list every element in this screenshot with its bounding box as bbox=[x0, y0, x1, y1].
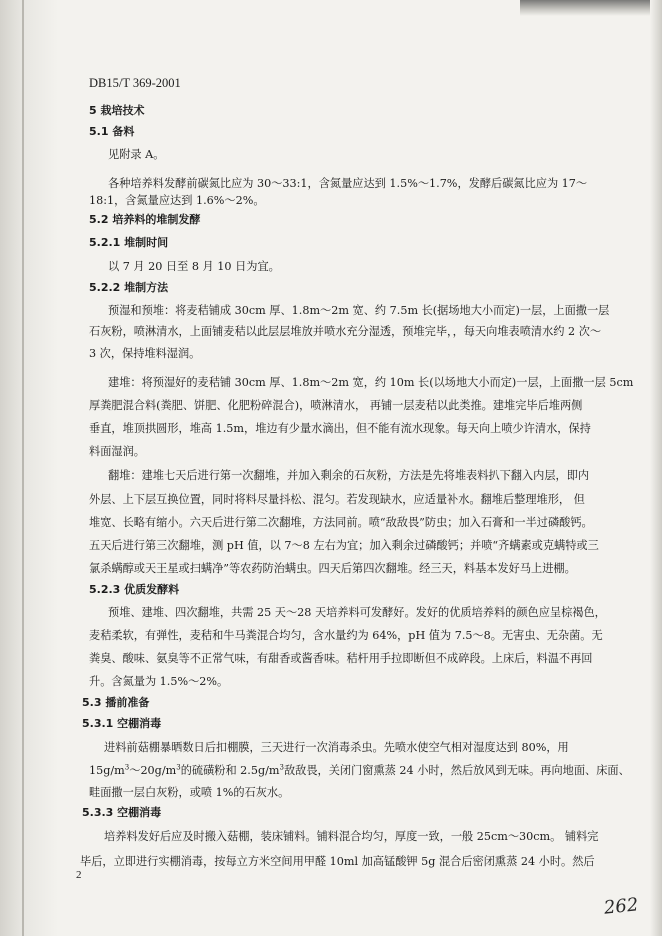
paragraph-line: 以 7 月 20 日至 8 月 10 日为宜。 bbox=[108, 260, 280, 273]
paragraph-line: 18:1，含氮量应达到 1.6%～2%。 bbox=[89, 194, 265, 207]
paragraph-line: 预湿和预堆：将麦秸铺成 30cm 厚、1.8m～2m 宽、约 7.5m 长(据场地大小而定)一层，上面撒一层 bbox=[108, 304, 610, 317]
section-5-3-1-heading: 5.3.1 空棚消毒 bbox=[82, 717, 162, 730]
text-run: 敌敌畏，关闭门窗熏蒸 24 小时，然后放风到无味。再向地面、床面、 bbox=[283, 764, 630, 777]
paragraph-line: 见附录 A。 bbox=[108, 148, 165, 161]
section-5-2-heading: 5.2 培养料的堆制发酵 bbox=[89, 213, 201, 226]
text-run: 15g/m bbox=[89, 764, 125, 777]
paragraph-line: 3 次，保持堆料湿润。 bbox=[89, 347, 201, 360]
paragraph-line: 进料前菇棚暴晒数日后扣棚膜，三天进行一次消毒杀虫。先喷水使空气相对湿度达到 80%，用 bbox=[104, 741, 569, 754]
paragraph-line: 堆宽、长略有缩小。六天后进行第二次翻堆，方法同前。喷“敌敌畏”防虫；加入石膏和一半过磷酸钙。 bbox=[89, 516, 593, 529]
section-5-2-2-heading: 5.2.2 堆制方法 bbox=[89, 281, 169, 294]
paragraph-line: 翻堆：建堆七天后进行第一次翻堆，并加入剩余的石灰粉，方法是先将堆表料扒下翻入内层，即内 bbox=[108, 469, 590, 482]
handwritten-page-number: 262 bbox=[602, 894, 640, 919]
paragraph-line: 预堆、建堆、四次翻堆，共需 25 天～28 天培养料可发酵好。发好的优质培养料的颜色应呈棕褐色， bbox=[108, 606, 606, 619]
paragraph-line: 垂直，堆顶拱圆形，堆高 1.5m，堆边有少量水滴出，但不能有流水现象。每天向上喷少许清水，保持 bbox=[89, 422, 591, 435]
text-run: ～20g/m bbox=[129, 764, 177, 777]
paragraph-line: 厚粪肥混合料(粪肥、饼肥、化肥粉碎混合)，喷淋清水， 再铺一层麦秸以此类推。建堆完毕后堆两侧 bbox=[89, 399, 583, 412]
paragraph-line: 麦秸柔软，有弹性，麦秸和牛马粪混合均匀，含水量约为 64%，pH 值为 7.5～8。无害虫、无杂菌。无 bbox=[89, 629, 603, 642]
paragraph-line bbox=[89, 764, 630, 778]
paragraph-line: 五天后进行第三次翻堆，测 pH 值，以 7～8 左右为宜；加入剩余过磷酸钙；并喷“齐螨素或克螨特或三 bbox=[89, 539, 599, 552]
section-5-1-heading: 5.1 备料 bbox=[89, 125, 135, 138]
section-5-2-1-heading: 5.2.1 堆制时间 bbox=[89, 236, 169, 249]
paragraph-line: 升。含氮量为 1.5%～2%。 bbox=[89, 675, 229, 688]
paragraph-line: 各种培养料发酵前碳氮比应为 30～33:1，含氮量应达到 1.5%～1.7%，发酵后碳氮比应为 17～ bbox=[108, 177, 588, 190]
document-id: DB15/T 369-2001 bbox=[89, 76, 181, 90]
paragraph-line: 建堆：将预湿好的麦秸铺 30cm 厚、1.8m～2m 宽，约 10m 长(以场地大小而定)一层，上面撒一层 5cm bbox=[108, 376, 634, 389]
paragraph-line: 畦面撒一层白灰粉，或喷 1%的石灰水。 bbox=[89, 786, 290, 799]
superscript: 3 bbox=[279, 763, 284, 772]
paragraph-line: 毕后，立即进行实棚消毒，按每立方米空间用甲醛 10ml 加高锰酸钾 5g 混合后密闭熏蒸 24 小时。然后 bbox=[80, 855, 595, 868]
paragraph-line: 氯杀螨醇或天王星或扫螨净”等农药防治螨虫。四天后第四次翻堆。经三天，料基本发好马上进棚。 bbox=[89, 562, 576, 575]
paragraph-line: 培养料发好后应及时搬入菇棚，装床铺料。铺料混合均匀，厚度一致，一般 25cm～30cm。 铺料完 bbox=[104, 830, 599, 843]
superscript: 3 bbox=[124, 763, 130, 772]
paragraph-line: 料面湿润。 bbox=[89, 445, 145, 458]
paragraph-line: 石灰粉，喷淋清水，上面铺麦秸以此层层堆放并喷水充分湿透，预堆完毕，，每天向堆表喷清水约 2 次～ bbox=[89, 325, 602, 338]
page-number: 2 bbox=[76, 869, 82, 881]
section-5-heading: 5 栽培技术 bbox=[89, 104, 145, 117]
section-5-3-heading: 5.3 播前准备 bbox=[82, 696, 150, 709]
paragraph-line: 粪臭、酸味、氨臭等不正常气味，有甜香或酱香味。秸杆用手拉即断但不成碎段。上床后，料温不再回 bbox=[89, 652, 593, 665]
paragraph-line: 外层、上下层互换位置，同时将料尽量抖松、混匀。若发现缺水，应适量补水。翻堆后整理堆形， 但 bbox=[89, 493, 585, 506]
section-5-2-3-heading: 5.2.3 优质发酵料 bbox=[89, 583, 180, 596]
superscript: 3 bbox=[176, 763, 181, 772]
section-5-3-3-heading: 5.3.3 空棚消毒 bbox=[82, 806, 162, 819]
text-run: 的硫磺粉和 2.5g/m bbox=[180, 764, 280, 777]
